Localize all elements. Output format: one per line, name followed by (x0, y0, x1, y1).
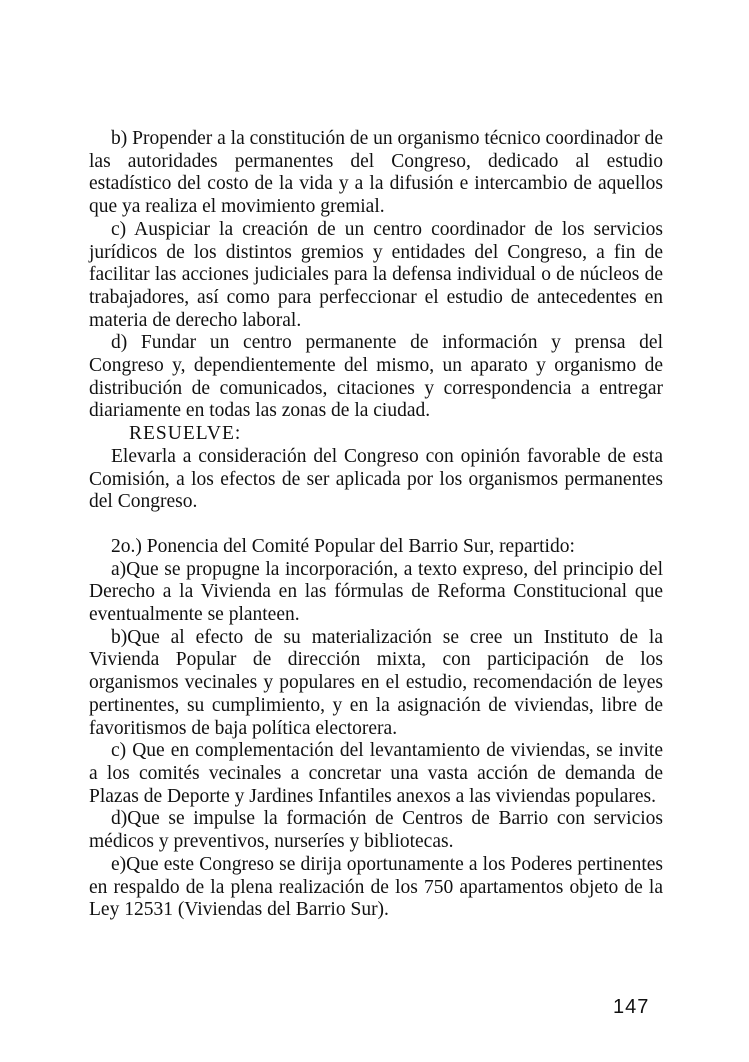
paragraph-c-plazas-jardines: c) Que en complementación del levantamiento de viviendas, se invite a los comités vecinales a concretar una vasta acción de demanda de Plazas de Deporte y Jardines Infantiles anexos a las viviendas populares. (89, 740, 663, 807)
paragraph-a-derecho-vivienda: a)Que se propugne la incorporación, a texto expreso, del principio del Derecho a la Vivienda en las fórmulas de Reforma Constitucional que eventualmente se planteen. (89, 558, 663, 626)
paragraph-b-organismo-tecnico: b) Propender a la constitución de un organismo técnico coordinador de las autoridades permanentes del Congreso, dedicado al estudio estadístico del costo de la vida y a la difusión e intercambio de aquellos que ya realiza el movimiento gremial. (89, 128, 663, 218)
resuelve-label: RESUELVE: (129, 423, 242, 445)
resuelve-text: Elevarla a consideración del Congreso con opinión favorable de esta Comisión, a los efectos de ser aplicada por los organismos permanentes del Congreso. (89, 445, 663, 513)
page-body (89, 128, 663, 922)
paragraph-b-instituto-vivienda: b)Que al efecto de su materialización se cree un Instituto de la Vivienda Popular de dirección mixta, con participación de los organismos vecinales y populares en el estudio, recomendación de leyes pertinentes, su cumplimiento, y en la asignación de viviendas, libre de favoritismos de baja política electorera. (89, 626, 663, 739)
section-gap (89, 514, 663, 536)
paragraph-d-centro-informacion: d) Fundar un centro permanente de información y prensa del Congreso y, dependientemente del mismo, un aparato y organismo de distribución de comunicados, citaciones y correspondencia a entregar diariamente en todas las zonas de la ciudad. (89, 332, 663, 422)
paragraph-d-centros-barrio: d)Que se impulse la formación de Centros de Barrio con servicios médicos y preventivos, nurseríes y bibliotecas. (89, 808, 663, 853)
paragraph-e-poderes-pertinentes: e)Que este Congreso se dirija oportunamente a los Poderes pertinentes en respaldo de la plena realización de los 750 apartamentos objeto de la Ley 12531 (Viviendas del Barrio Sur). (89, 853, 663, 921)
section-2-heading: 2o.) Ponencia del Comité Popular del Barrio Sur, repartido: (111, 535, 575, 557)
paragraph-c-servicios-juridicos: c) Auspiciar la creación de un centro coordinador de los servicios jurídicos de los distintos gremios y entidades del Congreso, a fin de facilitar las acciones judiciales para la defensa individual o de núcleos de trabajadores, así como para perfeccionar el estudio de antecedentes en materia de derecho laboral. (89, 218, 663, 331)
page-number: 147 (613, 996, 650, 1018)
